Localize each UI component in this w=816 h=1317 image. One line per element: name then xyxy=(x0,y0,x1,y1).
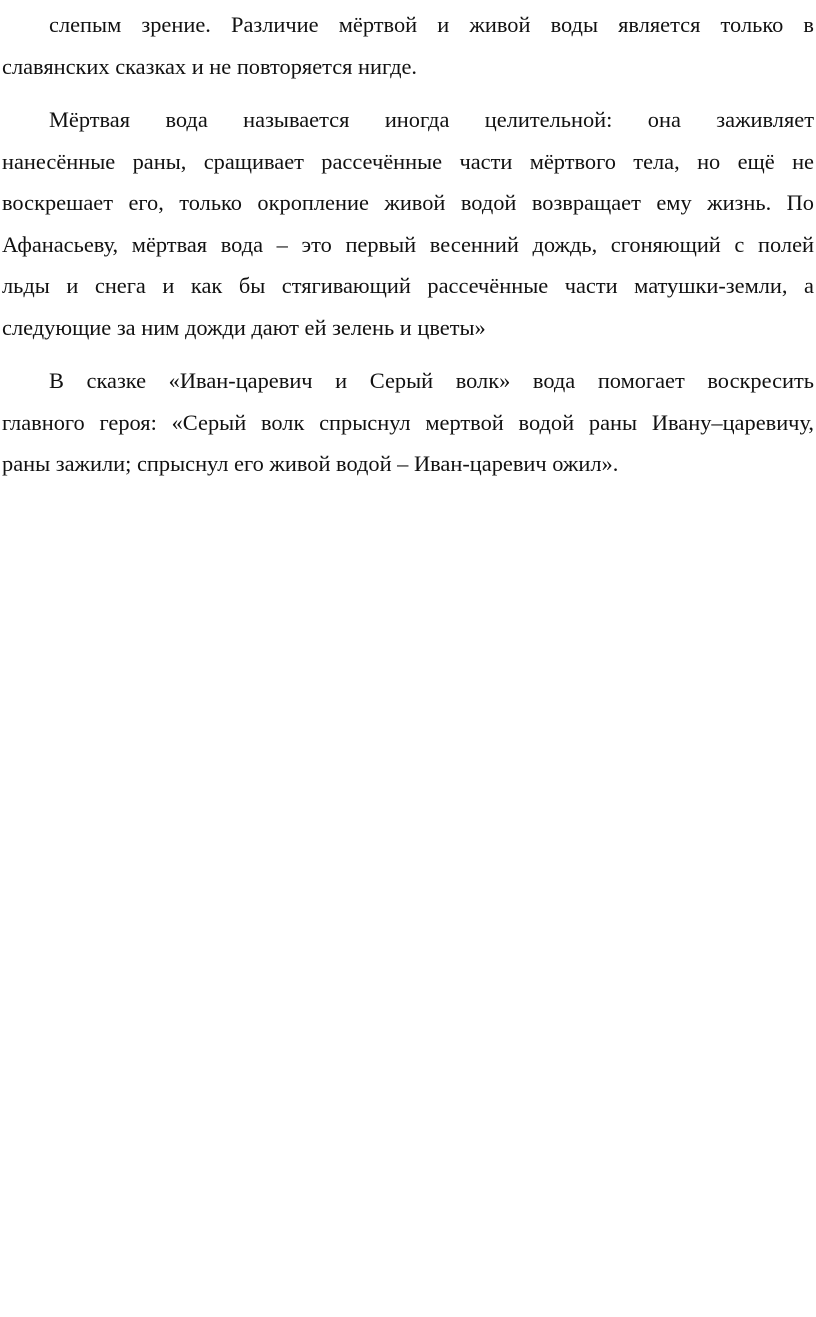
text-line: раны зажили; спрыснул его живой водой – Иван-царевич ожил». xyxy=(2,451,619,476)
text-line: льды и снега и как бы стягивающий рассечённые части матушки-земли, а xyxy=(2,273,814,298)
paragraph-1 xyxy=(2,4,814,87)
paragraph-2 xyxy=(2,99,814,348)
text-line: главного героя: «Серый волк спрыснул мертвой водой раны Ивану–царевичу, xyxy=(2,409,814,435)
paragraph-gap xyxy=(2,87,814,99)
text-line: славянских сказках и не повторяется нигде. xyxy=(2,53,417,79)
text-line: нанесённые раны, сращивает рассечённые части мёртвого тела, но ещё не xyxy=(2,148,814,174)
text-line: Мёртвая вода называется иногда целительной: она заживляет xyxy=(49,107,814,132)
paragraph-gap xyxy=(2,348,814,360)
text-line: Афанасьеву, мёртвая вода – это первый весенний дождь, сгоняющий с полей xyxy=(2,231,814,257)
paragraph-3 xyxy=(2,360,814,485)
text-line: В сказке «Иван-царевич и Серый волк» вода помогает воскресить xyxy=(49,368,814,393)
text-line: воскрешает его, только окропление живой водой возвращает ему жизнь. По xyxy=(2,190,814,215)
text-line: следующие за ним дожди дают ей зелень и цветы» xyxy=(2,314,486,340)
text-line: слепым зрение. Различие мёртвой и живой воды является только в xyxy=(49,12,814,37)
